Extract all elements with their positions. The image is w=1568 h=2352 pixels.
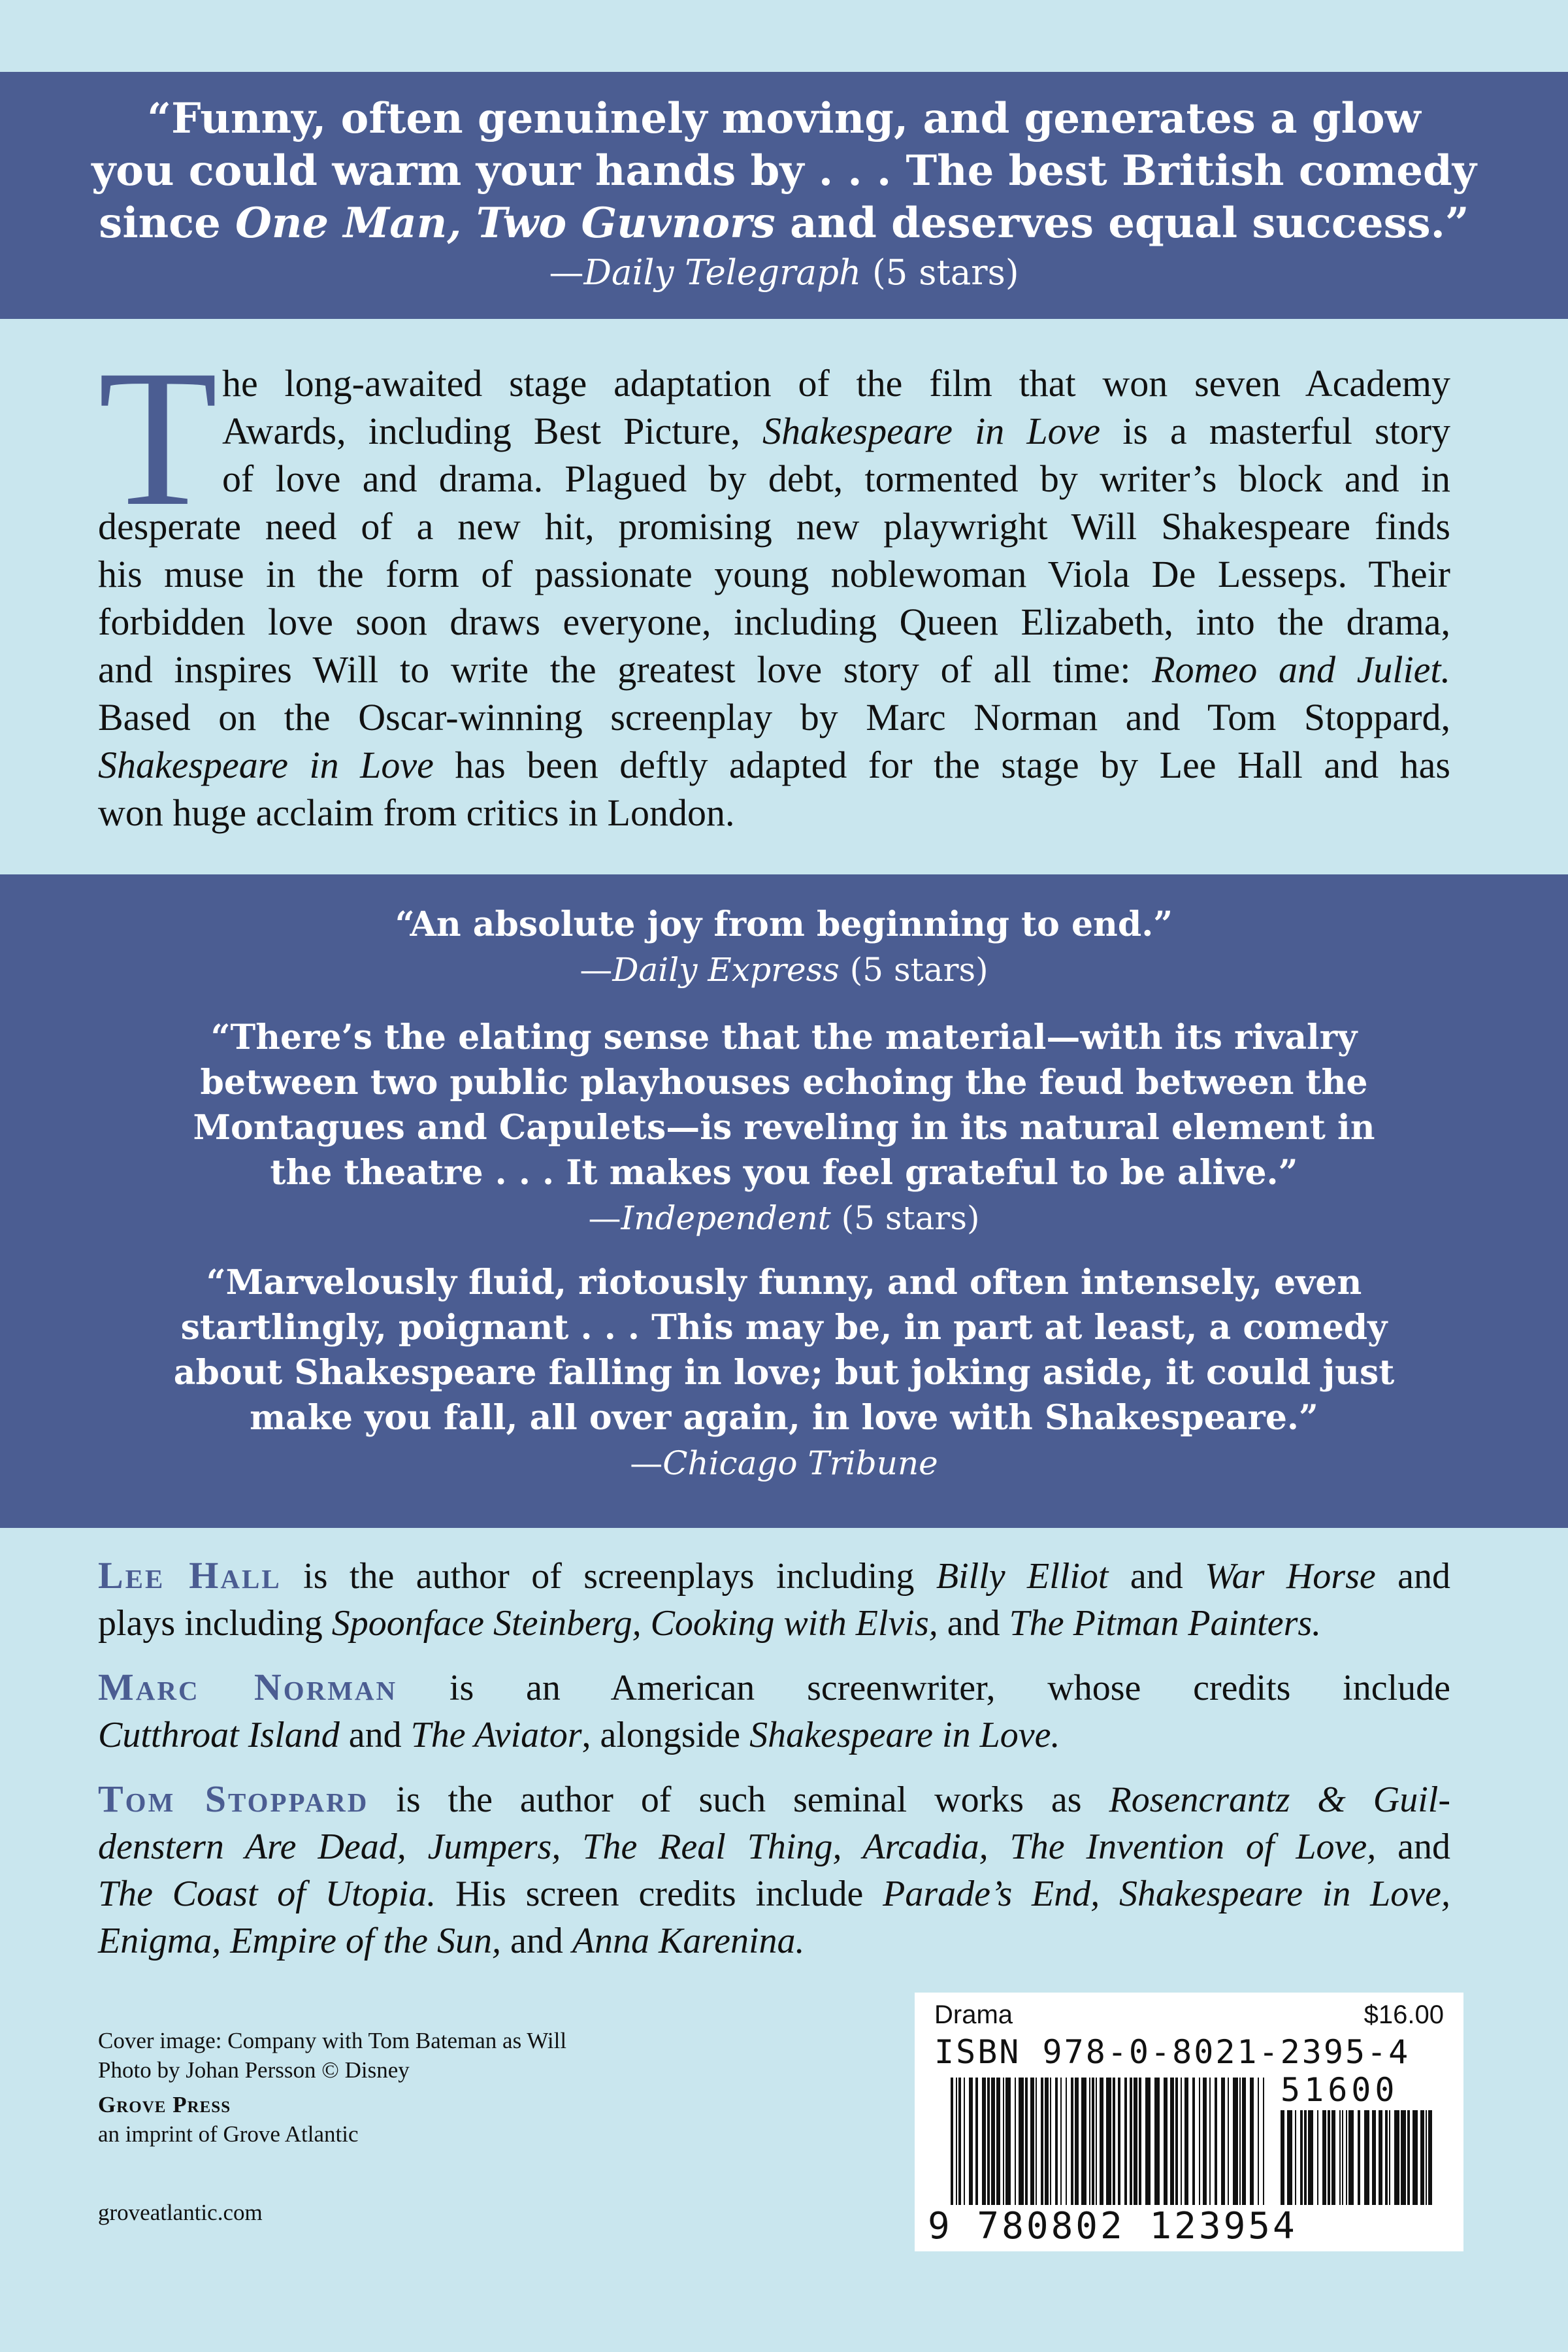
addon-barcode-icon xyxy=(1281,2110,1434,2205)
attribution-dash: — xyxy=(549,253,584,293)
barcode-icon xyxy=(951,2078,1264,2205)
bio-text: is an American screenwriter, whose credits include xyxy=(397,1668,1450,1708)
bio-text: and xyxy=(500,1921,572,1961)
attribution-source: Daily Telegraph xyxy=(583,253,862,293)
cover-image-credit: Cover image: Company with Tom Bateman as Will xyxy=(98,2028,567,2053)
bio-text: plays including xyxy=(98,1603,332,1644)
bio-title: Spoonface Steinberg, Cooking with Elvis, xyxy=(331,1603,938,1644)
cover-credits xyxy=(98,2026,817,2227)
bio-text: and xyxy=(1376,1827,1451,1867)
quote-text: and deserves equal success.” xyxy=(775,199,1469,248)
isbn-label: ISBN 978-0-8021-2395-4 xyxy=(934,2033,1411,2071)
bio-title: Rosencrantz & Guil- xyxy=(1109,1780,1450,1820)
quote-line: “An absolute joy from beginning to end.” xyxy=(395,904,1173,944)
bio-title: The Coast of Utopia. xyxy=(98,1874,436,1914)
publisher-website: groveatlantic.com xyxy=(98,2200,263,2225)
quote-attribution xyxy=(0,250,1568,297)
author-name: Marc Norman xyxy=(98,1666,398,1708)
description-line: he long-awaited stage adaptation of the film that won seven Academy xyxy=(222,362,1450,405)
bio-text: and xyxy=(938,1603,1009,1644)
bio-marc-norman xyxy=(98,1664,1450,1759)
review-quote-daily-express xyxy=(0,902,1568,993)
description-title: Shakespeare in Love xyxy=(98,744,434,786)
book-description xyxy=(98,359,1450,836)
attribution-dash: — xyxy=(630,1444,663,1482)
bio-line xyxy=(98,1776,1450,1823)
bio-title: Billy Elliot xyxy=(936,1556,1109,1597)
addon-number: 51600 xyxy=(1281,2071,1399,2109)
description-line: of love and drama. Plagued by debt, tormented by writer’s block and in xyxy=(222,457,1450,500)
bio-text: , alongside xyxy=(581,1715,750,1755)
description-line: his muse in the form of passionate young noblewoman Viola De Lesseps. Their xyxy=(98,553,1450,595)
bio-line xyxy=(98,1552,1450,1600)
attribution-dash: — xyxy=(588,1199,621,1237)
quote-text: since xyxy=(99,199,236,248)
publisher-name: Grove Press xyxy=(98,2092,231,2117)
quote-line: you could warm your hands by . . . The best British comedy xyxy=(91,146,1477,195)
quote-line xyxy=(0,197,1568,250)
bio-tom-stoppard xyxy=(98,1776,1450,1964)
attribution-rating: (5 stars) xyxy=(839,951,988,989)
review-quote-chicago-tribune xyxy=(0,1260,1568,1486)
attribution-rating: (5 stars) xyxy=(830,1199,980,1237)
bio-title: Cutthroat Island xyxy=(98,1715,340,1755)
bio-line xyxy=(98,1664,1450,1712)
bio-text: His screen credits include xyxy=(436,1874,883,1914)
bio-text: and xyxy=(1108,1556,1205,1597)
author-name: Lee Hall xyxy=(98,1554,282,1597)
price-label: $16.00 xyxy=(1364,2000,1444,2029)
quote-line: the theatre . . . It makes you feel grateful to be alive.” xyxy=(270,1153,1298,1193)
bio-text: is the author of such seminal works as xyxy=(368,1780,1109,1820)
description-text: has been deftly adapted for the stage by Lee Hall and has xyxy=(433,744,1450,786)
review-quote-independent xyxy=(0,1015,1568,1241)
genre-label: Drama xyxy=(934,2000,1013,2029)
quote-line: startlingly, poignant . . . This may be, in part at least, a comedy xyxy=(180,1308,1388,1348)
attribution-dash: — xyxy=(580,951,613,989)
quote-line: “Marvelously fluid, riotously funny, and often intensely, even xyxy=(206,1263,1362,1302)
author-name: Tom Stoppard xyxy=(98,1778,369,1820)
attribution-source: Daily Express xyxy=(612,951,840,989)
quote-line: between two public playhouses echoing the feud between the xyxy=(200,1063,1368,1102)
description-line: forbidden love soon draws everyone, including Queen Elizabeth, into the drama, xyxy=(98,601,1450,643)
attribution-source: Independent xyxy=(621,1199,831,1237)
bio-text: is the author of screenplays including xyxy=(281,1556,936,1597)
bio-line xyxy=(98,1600,1450,1647)
bio-title: Enigma, Empire of the Sun, xyxy=(98,1921,501,1961)
bio-title: Parade’s End, Shakespeare in Love, xyxy=(883,1874,1450,1914)
publisher-imprint: an imprint of Grove Atlantic xyxy=(98,2121,359,2147)
description-line: desperate need of a new hit, promising new playwright Will Shakespeare finds xyxy=(98,505,1450,548)
bio-title: War Horse xyxy=(1205,1556,1376,1597)
bio-line xyxy=(98,1712,1450,1759)
description-line xyxy=(98,407,1450,455)
bio-lee-hall xyxy=(98,1552,1450,1647)
description-line: won huge acclaim from critics in London. xyxy=(98,791,735,834)
quote-attribution xyxy=(0,1440,1568,1486)
quote-line: Montagues and Capulets—is reveling in its natural element in xyxy=(193,1108,1375,1148)
quote-line: “Funny, often genuinely moving, and generates a glow xyxy=(147,94,1421,143)
barcode-box xyxy=(915,1993,1463,2251)
bio-line xyxy=(98,1870,1450,1917)
bio-title: Shakespeare in Love. xyxy=(749,1715,1060,1755)
barcode-number: 9 780802 123954 xyxy=(928,2205,1298,2247)
description-title: Shakespeare in Love xyxy=(762,410,1101,452)
description-text: is a masterful story xyxy=(1100,410,1451,452)
description-text: Awards, including Best Picture, xyxy=(222,410,763,452)
description-text: and inspires Will to write the greatest love story of all time: xyxy=(98,648,1152,691)
description-line xyxy=(98,741,1450,789)
quote-line: about Shakespeare falling in love; but joking aside, it could just xyxy=(173,1353,1395,1393)
bio-title: The Aviator xyxy=(410,1715,582,1755)
bio-title: Anna Karenina. xyxy=(572,1921,805,1961)
quote-line: make you fall, all over again, in love with Shakespeare.” xyxy=(250,1398,1318,1438)
bio-title: denstern Are Dead, Jumpers, The Real Thing, Arcadia, The Invention of Love, xyxy=(98,1827,1377,1867)
bio-line xyxy=(98,1823,1450,1870)
drop-cap: T xyxy=(98,329,218,546)
description-line: Based on the Oscar-winning screenplay by Marc Norman and Tom Stoppard, xyxy=(98,696,1450,738)
quote-line: “There’s the elating sense that the material—with its rivalry xyxy=(210,1018,1358,1057)
description-title: Romeo and Juliet. xyxy=(1152,648,1451,691)
bio-text: and xyxy=(339,1715,411,1755)
bio-line xyxy=(98,1917,1450,1964)
top-review-quote xyxy=(0,93,1568,297)
attribution-source: Chicago Tribune xyxy=(662,1444,938,1482)
quote-attribution xyxy=(0,947,1568,993)
bio-text: and xyxy=(1375,1556,1451,1597)
quote-attribution xyxy=(0,1195,1568,1241)
attribution-rating: (5 stars) xyxy=(861,253,1019,293)
quote-title: One Man, Two Guvnors xyxy=(235,199,776,248)
photo-credit: Photo by Johan Persson © Disney xyxy=(98,2057,410,2083)
bio-title: The Pitman Painters. xyxy=(1009,1603,1322,1644)
description-line xyxy=(98,646,1450,693)
